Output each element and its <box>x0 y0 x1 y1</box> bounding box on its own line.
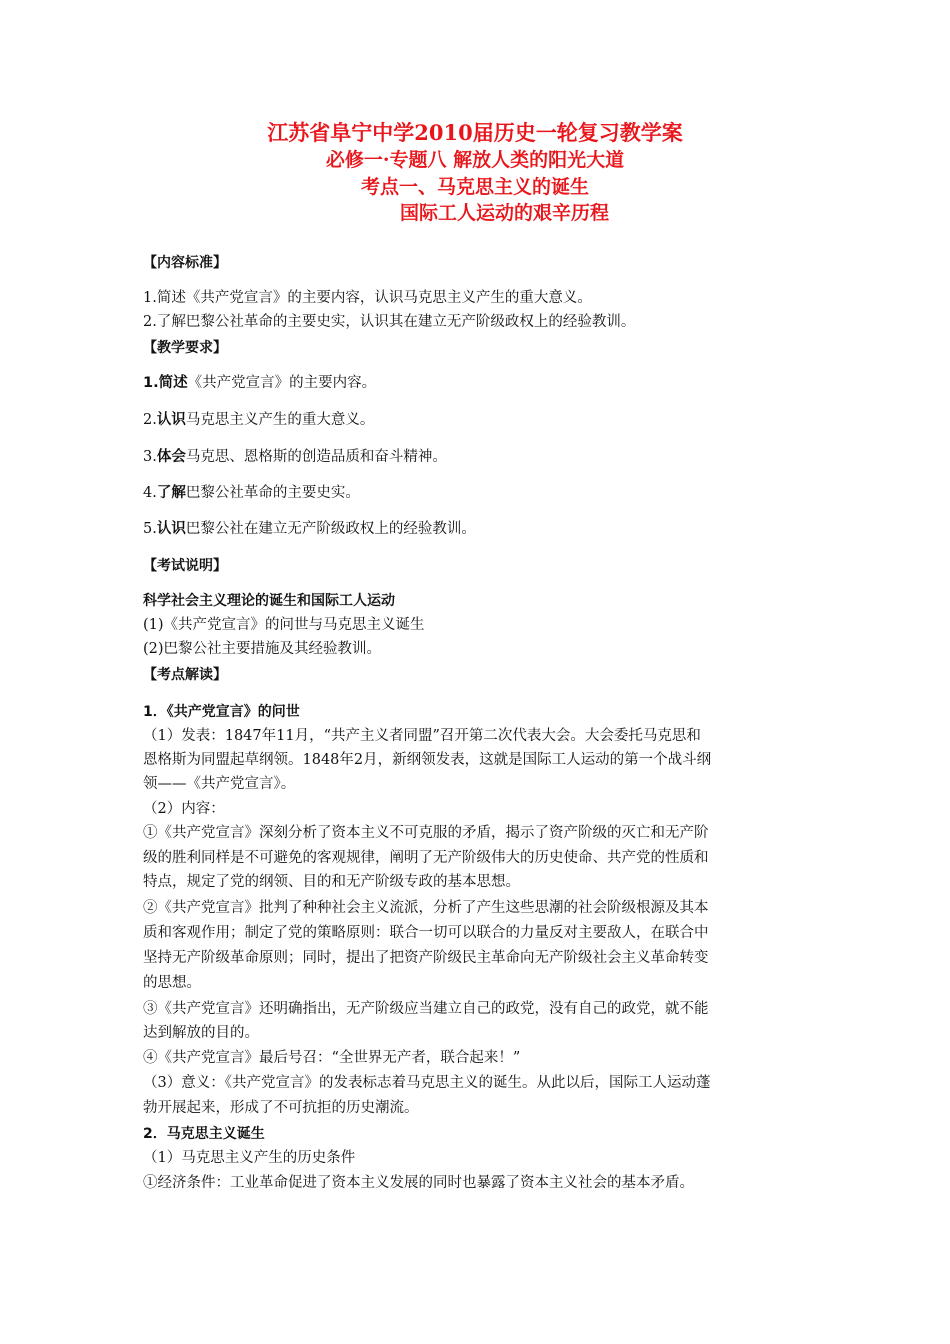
body-line: 恩格斯为同盟起草纲领。1848年2月，新纲领发表，这就是国际工人运动的第一个战斗纲 <box>143 752 712 768</box>
body-line: （2）内容： <box>143 801 225 817</box>
body-line: 坚持无产阶级革命原则；同时，提出了把资产阶级民主革命向无产阶级社会主义革命转变 <box>143 950 709 966</box>
content-standard-item: 1.简述《共产党宣言》的主要内容，认识马克思主义产生的重大意义。 <box>143 290 592 306</box>
exam-notes-subheading: 科学社会主义理论的诞生和国际工人运动 <box>143 593 395 609</box>
requirement-item <box>143 518 476 540</box>
body-line: ②《共产党宣言》批判了种种社会主义流派，分析了产生这些思潮的社会阶级根源及其本 <box>143 900 709 916</box>
requirement-num: 1. <box>143 375 159 391</box>
body-line: （1）马克思主义产生的历史条件 <box>143 1150 356 1166</box>
content-standard-heading: 【内容标准】 <box>143 255 227 271</box>
doc-title: 江苏省阜宁中学2010届历史一轮复习教学案 <box>267 120 683 145</box>
requirement-keyword: 简述 <box>158 375 188 391</box>
requirement-item <box>143 482 360 504</box>
doc-subtitle: 必修一·专题八 解放人类的阳光大道 <box>325 149 625 171</box>
body-line: （1）发表：1847年11月，“共产主义者同盟”召开第二次代表大会。大会委托马克思和 <box>143 728 701 744</box>
doc-topic-2: 国际工人运动的艰辛历程 <box>400 202 610 224</box>
exam-notes-item: (1)《共产党宣言》的问世与马克思主义诞生 <box>143 617 425 633</box>
body-line: ①经济条件：工业革命促进了资本主义发展的同时也暴露了资本主义社会的基本矛盾。 <box>143 1175 694 1191</box>
body-line: 领——《共产党宣言》。 <box>143 776 296 792</box>
exam-notes-item: (2)巴黎公社主要措施及其经验教训。 <box>143 641 382 657</box>
requirement-item <box>143 372 376 394</box>
body-line: （3）意义：《共产党宣言》的发表标志着马克思主义的诞生。从此以后，国际工人运动蓬 <box>143 1075 711 1091</box>
body-line: 级的胜利同样是不可避免的客观规律，阐明了无产阶级伟大的历史使命、共产党的性质和 <box>143 850 709 866</box>
body-line: 的思想。 <box>143 975 201 991</box>
requirement-num: 4. <box>143 485 157 501</box>
exam-notes-heading: 【考试说明】 <box>143 558 227 574</box>
section-2-heading: 2．马克思主义诞生 <box>143 1126 265 1142</box>
requirement-keyword: 认识 <box>156 521 186 537</box>
requirement-text: 马克思主义产生的重大意义。 <box>185 412 375 428</box>
body-line: 达到解放的目的。 <box>143 1025 259 1041</box>
requirement-num: 3. <box>143 449 157 465</box>
requirement-num: 2. <box>143 412 157 428</box>
body-line: 特点，规定了党的纲领、目的和无产阶级专政的基本思想。 <box>143 874 520 890</box>
body-line: 勃开展起来，形成了不可抗拒的历史潮流。 <box>143 1100 419 1116</box>
section-1-heading: 1．《共产党宣言》的问世 <box>143 704 300 720</box>
requirement-num: 5. <box>143 521 157 537</box>
interpretation-heading: 【考点解读】 <box>143 667 227 683</box>
requirement-text: 《共产党宣言》的主要内容。 <box>187 375 377 391</box>
requirement-text: 巴黎公社在建立无产阶级政权上的经验教训。 <box>185 521 476 537</box>
requirement-keyword: 了解 <box>156 485 186 501</box>
requirement-keyword: 体会 <box>156 449 186 465</box>
body-line: ③《共产党宣言》还明确指出，无产阶级应当建立自己的政党，没有自己的政党，就不能 <box>143 1001 709 1017</box>
requirement-text: 马克思、恩格斯的创造品质和奋斗精神。 <box>185 449 447 465</box>
content-standard-item: 2.了解巴黎公社革命的主要史实，认识其在建立无产阶级政权上的经验教训。 <box>143 314 636 330</box>
body-line: 质和客观作用；制定了党的策略原则：联合一切可以联合的力量反对主要敌人，在联合中 <box>143 925 709 941</box>
requirement-text: 巴黎公社革命的主要史实。 <box>185 485 360 501</box>
requirement-keyword: 认识 <box>156 412 186 428</box>
teaching-requirements-heading: 【教学要求】 <box>143 340 227 356</box>
body-line: ①《共产党宣言》深刻分析了资本主义不可克服的矛盾，揭示了资产阶级的灭亡和无产阶 <box>143 825 709 841</box>
requirement-item <box>143 446 447 468</box>
body-line: ④《共产党宣言》最后号召：“全世界无产者，联合起来！” <box>143 1050 521 1066</box>
doc-topic: 考点一、马克思主义的诞生 <box>360 176 589 198</box>
requirement-item <box>143 409 374 431</box>
